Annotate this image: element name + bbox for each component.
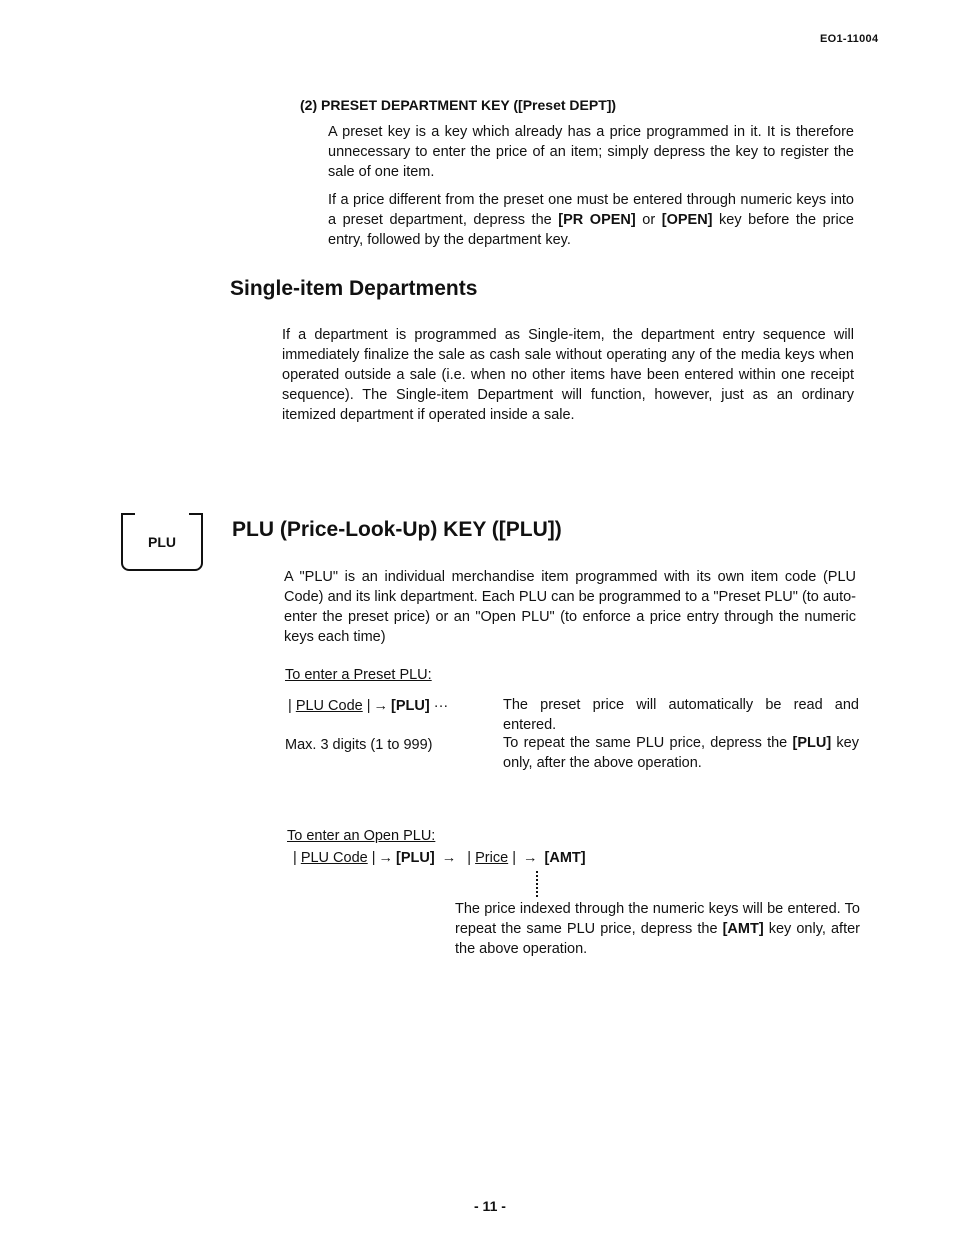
repeat-text-a: To repeat the same PLU price, depress the: [503, 735, 793, 751]
plu-key-label: [PLU]: [792, 735, 832, 751]
pr-open-key-label: [PR OPEN]: [558, 212, 636, 228]
preset-dept-paragraph-1: A preset key is a key which already has a price programmed in it. It is therefore unnecessary to enter the price of an item; simply depress the key to register the sale of one item.: [328, 124, 854, 180]
plu-code-entry: PLU Code: [295, 698, 363, 714]
amt-key-label: [AMT]: [544, 850, 586, 866]
sequence-bar: |: [288, 698, 292, 714]
preset-plu-repeat-description: [503, 733, 859, 773]
preset-plu-sequence: [288, 698, 448, 714]
amt-key-label: [AMT]: [722, 921, 764, 937]
preset-dept-paragraph-2: [328, 190, 854, 250]
plu-key-label: [PLU]: [396, 850, 435, 866]
preset-dept-paragraph-2-text-a: If a price different from the preset one must be entered through numeric keys into a preset department, depress the: [328, 192, 854, 228]
page-number: - 11 -: [474, 1198, 506, 1214]
arrow-right-icon: →: [523, 850, 538, 866]
preset-dept-paragraph-2-text-b: key before the price entry, followed by the department key.: [328, 212, 854, 248]
plu-heading: PLU (Price-Look-Up) KEY ([PLU]): [232, 518, 562, 541]
sequence-bar: |: [366, 698, 371, 714]
single-item-heading: Single-item Departments: [230, 277, 478, 300]
open-desc-text-b: key only, after the above operation.: [455, 921, 860, 957]
open-desc-text-a: The price indexed through the numeric keys will be entered. To repeat the same PLU price, depress the: [455, 901, 860, 937]
repeat-text-b: key only, after the above operation.: [503, 735, 859, 771]
arrow-right-icon: →: [441, 850, 457, 866]
ellipsis: ···: [433, 698, 449, 714]
arrow-right-icon: →: [378, 850, 394, 866]
sequence-bar: |: [293, 850, 297, 866]
plu-key-icon-label: PLU: [148, 534, 176, 550]
open-plu-sequence: [293, 850, 586, 866]
arrow-right-icon: →: [373, 698, 389, 714]
preset-dept-heading: (2) PRESET DEPARTMENT KEY ([Preset DEPT]): [300, 97, 617, 113]
single-item-paragraph: If a department is programmed as Single-item, the department entry sequence will immediately finalize the sale as cash sale without operating any of the media keys when operated outside a sale (i.e. when no other items have been entered within one receipt sequence). The Single-item Department will function, however, just as an ordinary itemized department if operated inside a sale.: [282, 327, 854, 423]
max-digits-note: Max. 3 digits (1 to 999): [285, 737, 433, 753]
price-entry: Price: [475, 850, 509, 866]
preset-plu-description: The preset price will automatically be read and entered.: [503, 697, 859, 733]
open-plu-label: To enter an Open PLU:: [287, 828, 436, 844]
sequence-bar: |: [512, 850, 516, 866]
sequence-bar: |: [467, 850, 472, 866]
open-key-label: [OPEN]: [661, 212, 713, 228]
or-text: or: [635, 212, 662, 228]
sequence-bar: |: [371, 850, 376, 866]
plu-paragraph: A "PLU" is an individual merchandise item programmed with its own item code (PLU Code) and its link department. Each PLU can be programmed to a "Preset PLU" (to auto-enter the preset price) or an "Open PLU" (to enforce a price entry through the numeric keys each time): [284, 569, 856, 645]
document-id: EO1-11004: [820, 33, 879, 45]
plu-key-label: [PLU]: [391, 698, 430, 714]
open-plu-description: [455, 899, 860, 959]
plu-key-icon: [121, 513, 203, 571]
preset-plu-label: To enter a Preset PLU:: [285, 667, 432, 683]
dotted-connector: [536, 871, 540, 897]
plu-code-entry: PLU Code: [300, 850, 368, 866]
